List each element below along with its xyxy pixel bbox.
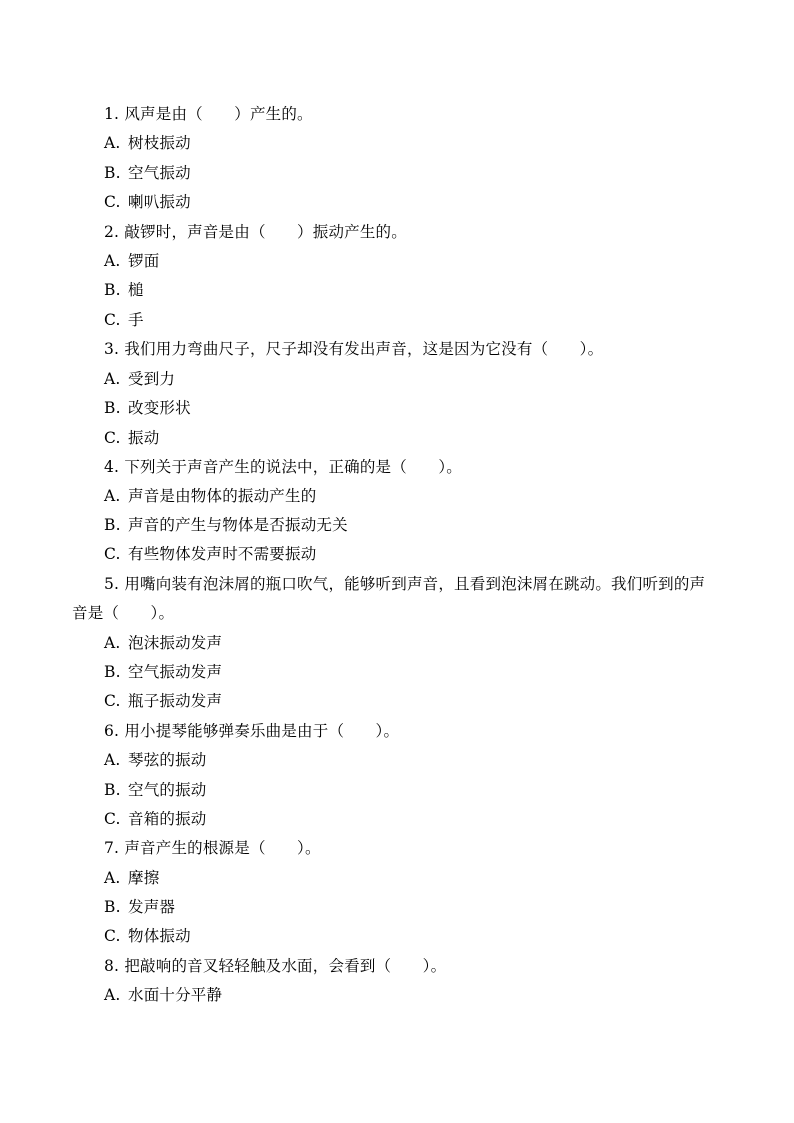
option-label: B.	[104, 516, 121, 534]
question-6-stem	[104, 721, 399, 741]
question-8-option-a	[104, 985, 222, 1005]
question-6-option-a	[104, 750, 207, 770]
question-7-option-b	[104, 897, 175, 917]
question-5-stem-line-1	[104, 574, 705, 594]
option-label: B.	[104, 663, 121, 681]
option-text: 槌	[128, 281, 144, 299]
option-text: 树枝振动	[128, 134, 191, 152]
question-4-option-b	[104, 515, 348, 535]
question-7-option-c	[104, 926, 191, 946]
option-label: A.	[104, 751, 121, 769]
question-3-option-b	[104, 398, 191, 418]
question-4-option-c	[104, 544, 316, 564]
option-label: B.	[104, 399, 121, 417]
question-1-stem	[104, 104, 313, 124]
option-text: 物体振动	[128, 927, 191, 945]
option-text: 受到力	[128, 370, 176, 388]
option-label: A.	[104, 134, 121, 152]
question-7-stem	[104, 838, 321, 858]
question-5-option-a	[104, 633, 222, 653]
option-text: 水面十分平静	[128, 986, 223, 1004]
option-label: C.	[104, 193, 121, 211]
option-label: B.	[104, 281, 121, 299]
option-label: A.	[104, 252, 121, 270]
option-label: C.	[104, 311, 121, 329]
question-text: 风声是由（ ）产生的。	[124, 105, 313, 123]
question-text: 把敲响的音叉轻轻触及水面，会看到（ ）。	[124, 957, 447, 975]
question-3-stem	[104, 339, 603, 359]
question-number: 8.	[104, 957, 120, 975]
option-label: A.	[104, 869, 121, 887]
question-1-option-c	[104, 192, 191, 212]
question-text: 下列关于声音产生的说法中，正确的是（ ）。	[124, 458, 462, 476]
question-8-stem	[104, 956, 446, 976]
question-number: 1.	[104, 105, 120, 123]
question-6-option-b	[104, 780, 207, 800]
question-5-option-c	[104, 691, 222, 711]
option-text: 发声器	[128, 898, 176, 916]
option-text: 音箱的振动	[128, 810, 207, 828]
question-text: 敲锣时，声音是由（ ）振动产生的。	[124, 223, 407, 241]
question-5-option-b	[104, 662, 222, 682]
option-label: B.	[104, 898, 121, 916]
option-text: 摩擦	[128, 869, 160, 887]
option-label: C.	[104, 429, 121, 447]
question-text: 我们用力弯曲尺子，尺子却没有发出声音，这是因为它没有（ ）。	[124, 340, 604, 358]
question-2-option-b	[104, 280, 144, 300]
question-number: 4.	[104, 458, 120, 476]
question-text: 声音产生的根源是（ ）。	[124, 839, 321, 857]
question-2-stem	[104, 222, 407, 242]
option-text: 手	[128, 311, 144, 329]
option-text: 空气振动发声	[128, 663, 223, 681]
question-6-option-c	[104, 809, 207, 829]
question-4-option-a	[104, 486, 316, 506]
option-text: 空气振动	[128, 164, 191, 182]
option-text: 锣面	[128, 252, 160, 270]
question-text: 用嘴向装有泡沫屑的瓶口吹气，能够听到声音，且看到泡沫屑在跳动。我们听到的声	[124, 575, 706, 593]
option-text: 振动	[128, 429, 160, 447]
option-label: C.	[104, 545, 121, 563]
option-text: 喇叭振动	[128, 193, 191, 211]
option-text: 有些物体发声时不需要振动	[128, 545, 317, 563]
option-label: A.	[104, 370, 121, 388]
option-text: 空气的振动	[128, 781, 207, 799]
question-text: 用小提琴能够弹奏乐曲是由于（ ）。	[124, 722, 400, 740]
question-number: 6.	[104, 722, 120, 740]
option-label: A.	[104, 487, 121, 505]
option-label: B.	[104, 164, 121, 182]
option-text: 改变形状	[128, 399, 191, 417]
question-5-stem-line-2	[72, 603, 174, 623]
question-number: 7.	[104, 839, 120, 857]
question-4-stem	[104, 457, 462, 477]
option-label: C.	[104, 692, 121, 710]
option-label: A.	[104, 634, 121, 652]
option-text: 琴弦的振动	[128, 751, 207, 769]
question-7-option-a	[104, 868, 159, 888]
option-label: B.	[104, 781, 121, 799]
option-label: A.	[104, 986, 121, 1004]
question-number: 3.	[104, 340, 120, 358]
question-1-option-a	[104, 133, 191, 153]
option-text: 瓶子振动发声	[128, 692, 223, 710]
question-3-option-c	[104, 428, 159, 448]
option-text: 声音是由物体的振动产生的	[128, 487, 317, 505]
option-text: 泡沫振动发声	[128, 634, 223, 652]
option-label: C.	[104, 810, 121, 828]
option-text: 声音的产生与物体是否振动无关	[128, 516, 348, 534]
question-2-option-c	[104, 310, 144, 330]
option-label: C.	[104, 927, 121, 945]
question-number: 2.	[104, 223, 120, 241]
question-text-continued: 音是（ ）。	[72, 604, 175, 622]
question-3-option-a	[104, 369, 175, 389]
question-number: 5.	[104, 575, 120, 593]
question-1-option-b	[104, 163, 191, 183]
question-2-option-a	[104, 251, 159, 271]
